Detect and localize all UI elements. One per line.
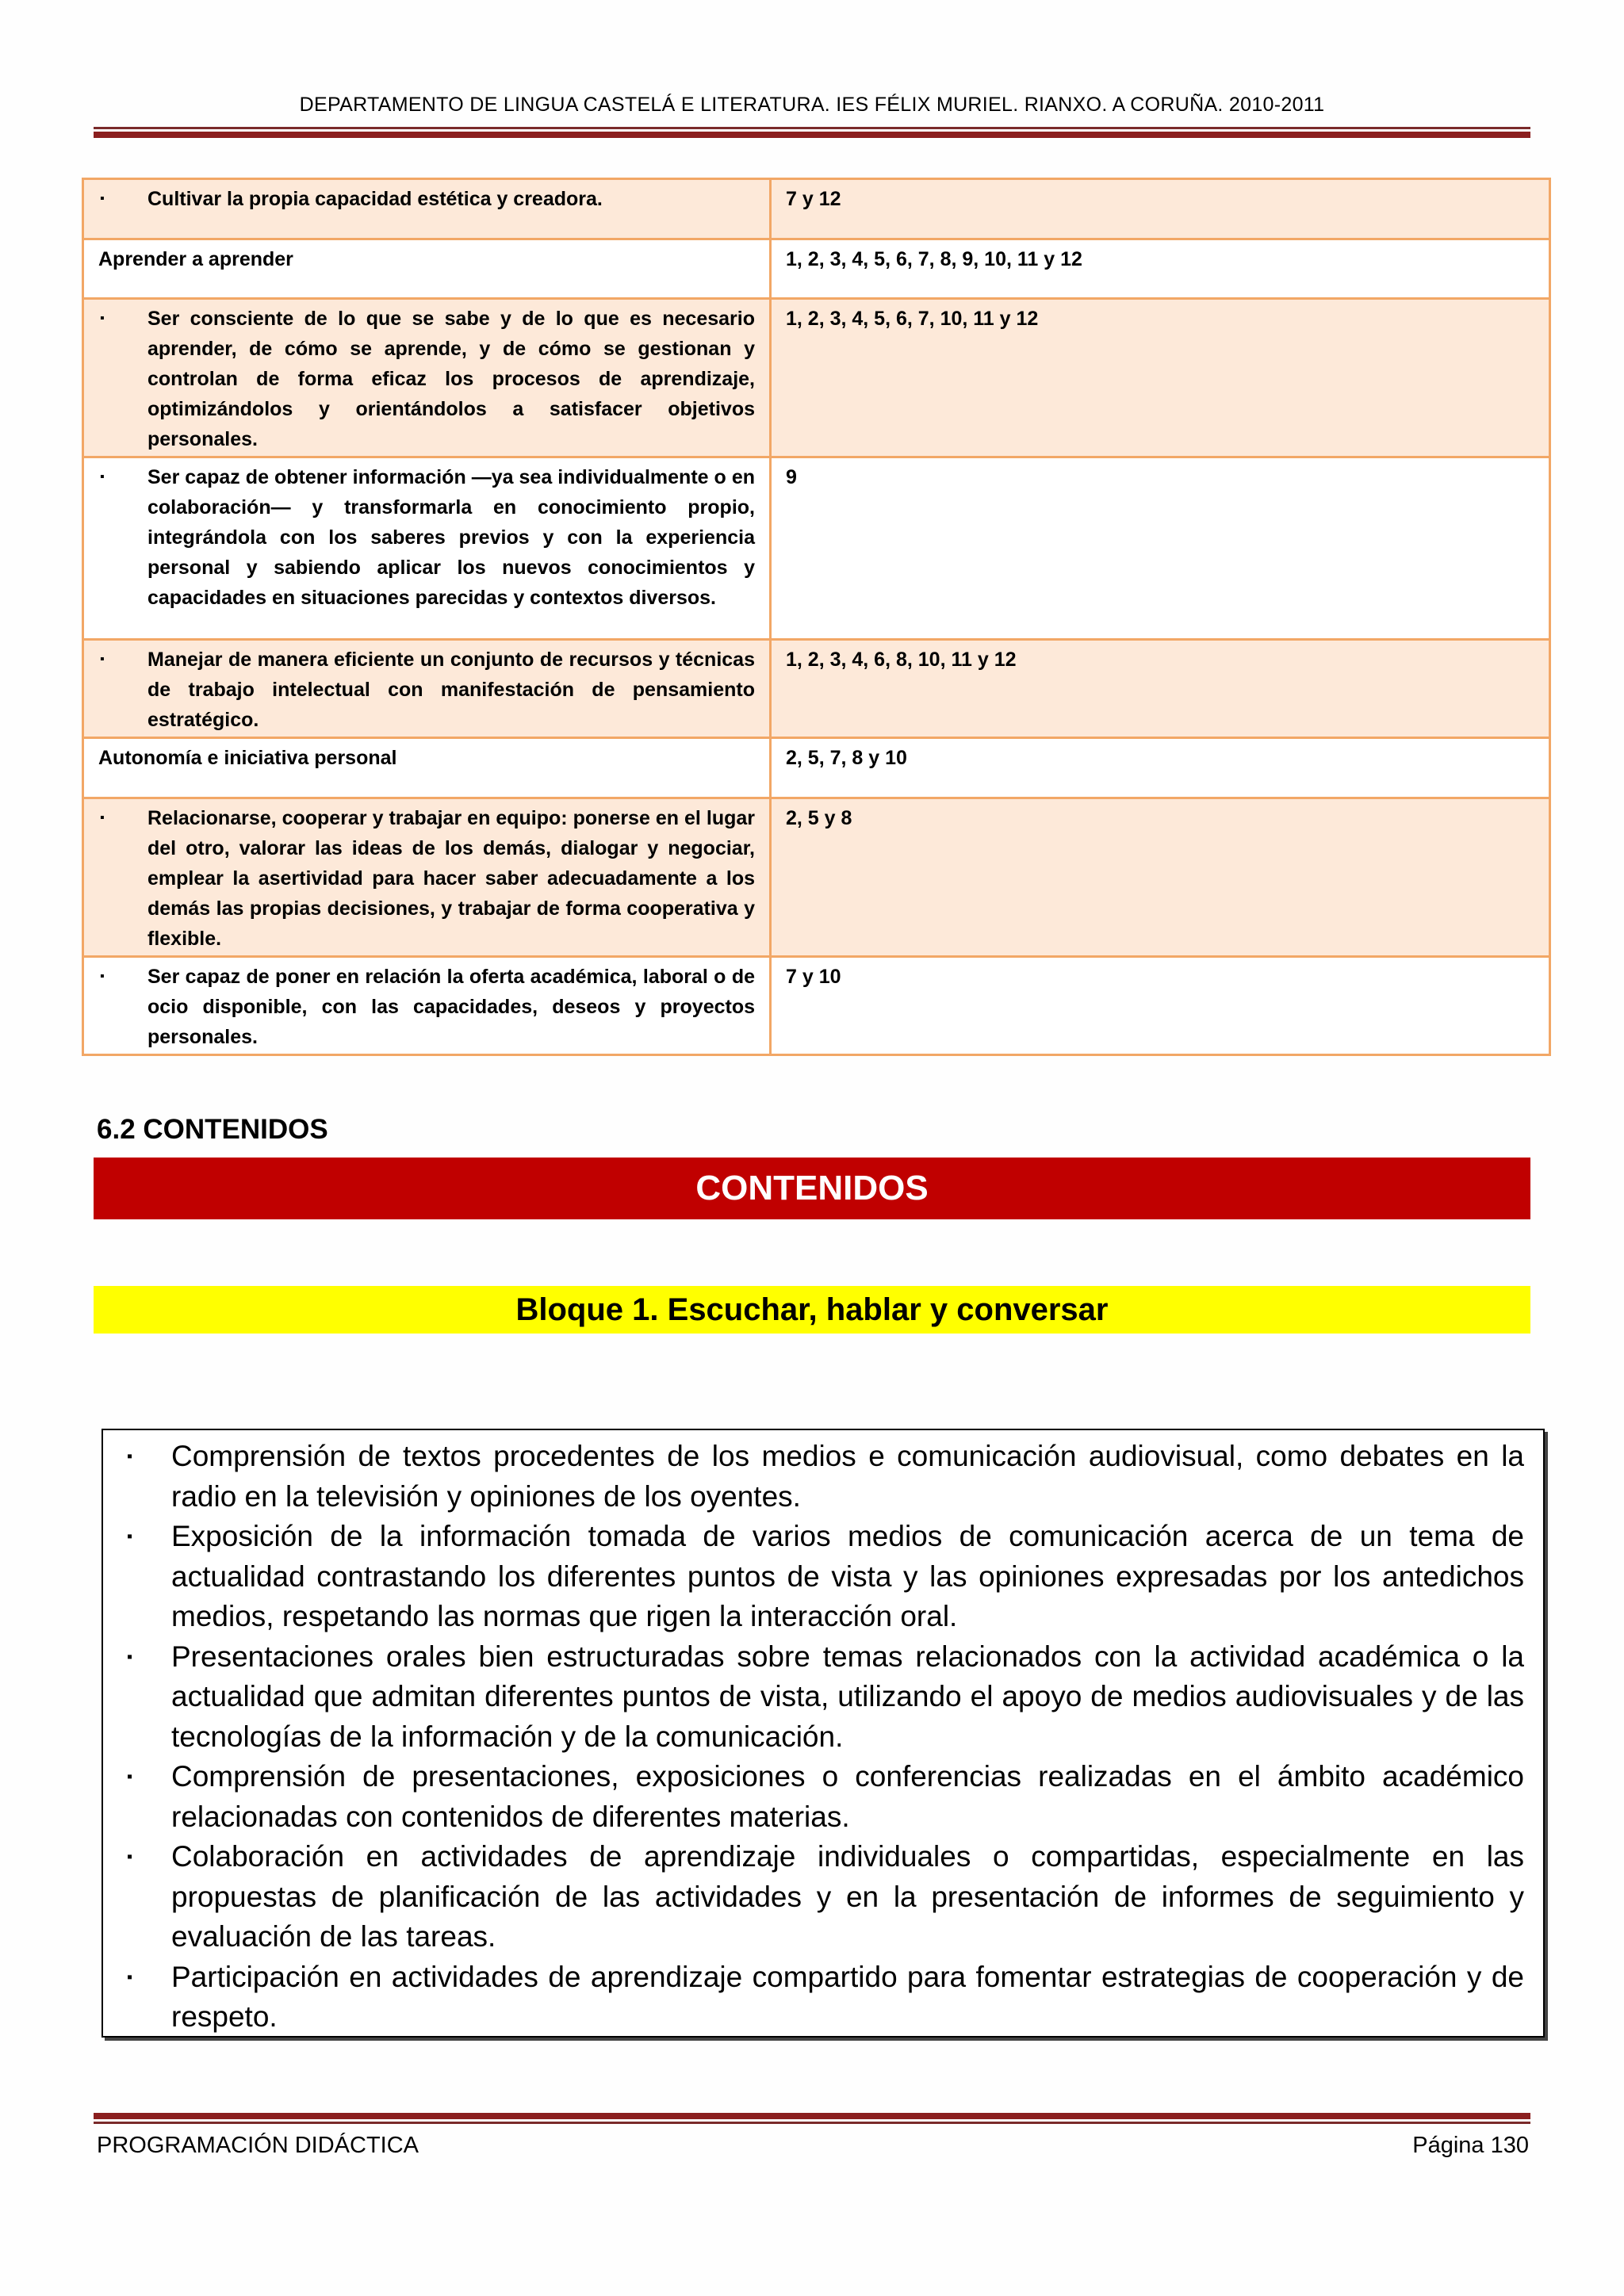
table-row bbox=[83, 179, 1550, 239]
competency-text: Ser capaz de poner en relación la oferta académica, laboral o de ocio disponible, con las capacidades, deseos y proyectos personales. bbox=[147, 966, 755, 1048]
content-text: Participación en actividades de aprendizaje compartido para fomentar estrategias de cooperación y de respeto. bbox=[171, 1960, 1524, 2033]
units-cell: 1, 2, 3, 4, 5, 6, 7, 10, 11 y 12 bbox=[771, 299, 1550, 457]
bullet-icon: ▪ bbox=[100, 470, 105, 484]
list-item bbox=[122, 1757, 1524, 1837]
bullet-icon: ▪ bbox=[100, 811, 105, 825]
units-cell: 1, 2, 3, 4, 5, 6, 7, 8, 9, 10, 11 y 12 bbox=[771, 239, 1550, 299]
bullet-icon: ▪ bbox=[100, 192, 105, 205]
table-row bbox=[83, 457, 1550, 640]
page-header: DEPARTAMENTO DE LINGUA CASTELÁ E LITERATURA. IES FÉLIX MURIEL. RIANXO. A CORUÑA. 2010-2011 bbox=[299, 94, 1325, 116]
units-cell: 7 y 10 bbox=[771, 957, 1550, 1055]
competency-heading: Aprender a aprender bbox=[83, 239, 771, 299]
competency-text: Manejar de manera eficiente un conjunto de recursos y técnicas de trabajo intelectual con manifestación de pensamiento estratégico. bbox=[147, 649, 755, 731]
table-row bbox=[83, 299, 1550, 457]
bullet-icon: ▪ bbox=[100, 652, 105, 666]
table-row bbox=[83, 957, 1550, 1055]
table-row bbox=[83, 640, 1550, 738]
list-item bbox=[122, 1837, 1524, 1957]
table-row bbox=[83, 798, 1550, 957]
list-item bbox=[122, 1437, 1524, 1517]
bullet-icon: ▪ bbox=[100, 312, 105, 325]
block-title-banner: Bloque 1. Escuchar, hablar y conversar bbox=[94, 1286, 1530, 1334]
table-row bbox=[83, 239, 1550, 299]
list-item bbox=[122, 1637, 1524, 1758]
units-cell: 7 y 12 bbox=[771, 179, 1550, 239]
header-rule bbox=[94, 127, 1530, 138]
competency-text: Relacionarse, cooperar y trabajar en equipo: ponerse en el lugar del otro, valorar las ideas de los demás, dialogar y negociar, emplear la asertividad para hacer saber adecuadamente a los demás las propias decisiones, y trabajar de forma cooperativa y flexible. bbox=[147, 807, 755, 950]
units-cell: 1, 2, 3, 4, 6, 8, 10, 11 y 12 bbox=[771, 640, 1550, 738]
list-item bbox=[122, 1517, 1524, 1637]
competency-text: Ser consciente de lo que se sabe y de lo que es necesario aprender, de cómo se aprende, y de cómo se gestionan y controlan de forma eficaz los procesos de aprendizaje, optimizándolos y orientándolos a satisfacer objetivos personales. bbox=[147, 308, 755, 450]
content-text: Comprensión de textos procedentes de los medios e comunicación audiovisual, como debates en la radio en la televisión y opiniones de los oyentes. bbox=[171, 1440, 1524, 1513]
page-number: Página 130 bbox=[1412, 2133, 1529, 2158]
competency-heading: Autonomía e iniciativa personal bbox=[83, 738, 771, 798]
content-text: Presentaciones orales bien estructuradas sobre temas relacionados con la actividad académica o la actualidad que admitan diferentes puntos de vista, utilizando el apoyo de medios audiovisuales y de las tecnologías de la información y de la comunicación. bbox=[171, 1640, 1524, 1753]
units-cell: 2, 5 y 8 bbox=[771, 798, 1550, 957]
table-row bbox=[83, 738, 1550, 798]
competency-text: Ser capaz de obtener información —ya sea individualmente o en colaboración— y transformarla en conocimiento propio, integrándola con los saberes previos y con la experiencia personal y sabiendo aplicar los nuevos conocimientos y capacidades en situaciones parecidas y contextos diversos. bbox=[147, 466, 755, 609]
bullet-icon: ▪ bbox=[127, 1647, 133, 1666]
contents-box bbox=[102, 1429, 1545, 2038]
bullet-icon: ▪ bbox=[127, 1968, 133, 1986]
bullet-icon: ▪ bbox=[100, 970, 105, 983]
units-cell: 9 bbox=[771, 457, 1550, 640]
bullet-icon: ▪ bbox=[127, 1768, 133, 1785]
units-cell: 2, 5, 7, 8 y 10 bbox=[771, 738, 1550, 798]
competency-text: Cultivar la propia capacidad estética y creadora. bbox=[147, 188, 603, 210]
list-item bbox=[122, 1957, 1524, 2038]
footer-title: PROGRAMACIÓN DIDÁCTICA bbox=[97, 2133, 419, 2158]
bullet-icon: ▪ bbox=[127, 1448, 133, 1465]
content-text: Colaboración en actividades de aprendizaje individuales o compartidas, especialmente en las propuestas de planificación de las actividades y en la presentación de informes de seguimiento y evaluación de las tareas. bbox=[171, 1840, 1524, 1953]
contents-list bbox=[122, 1437, 1524, 2038]
section-title: 6.2 CONTENIDOS bbox=[97, 1114, 328, 1145]
bullet-icon: ▪ bbox=[127, 1848, 133, 1866]
footer-rule bbox=[94, 2113, 1530, 2124]
contents-banner: CONTENIDOS bbox=[94, 1158, 1530, 1219]
content-text: Comprensión de presentaciones, exposiciones o conferencias realizadas en el ámbito académico relacionadas con contenidos de diferentes materias. bbox=[171, 1760, 1524, 1833]
competencies-table bbox=[82, 178, 1551, 1056]
content-text: Exposición de la información tomada de varios medios de comunicación acerca de un tema de actualidad contrastando los diferentes puntos de vista y las opiniones expresadas por los antedichos medios, respetando las normas que rigen la interacción oral. bbox=[171, 1520, 1524, 1632]
bullet-icon: ▪ bbox=[127, 1528, 133, 1545]
